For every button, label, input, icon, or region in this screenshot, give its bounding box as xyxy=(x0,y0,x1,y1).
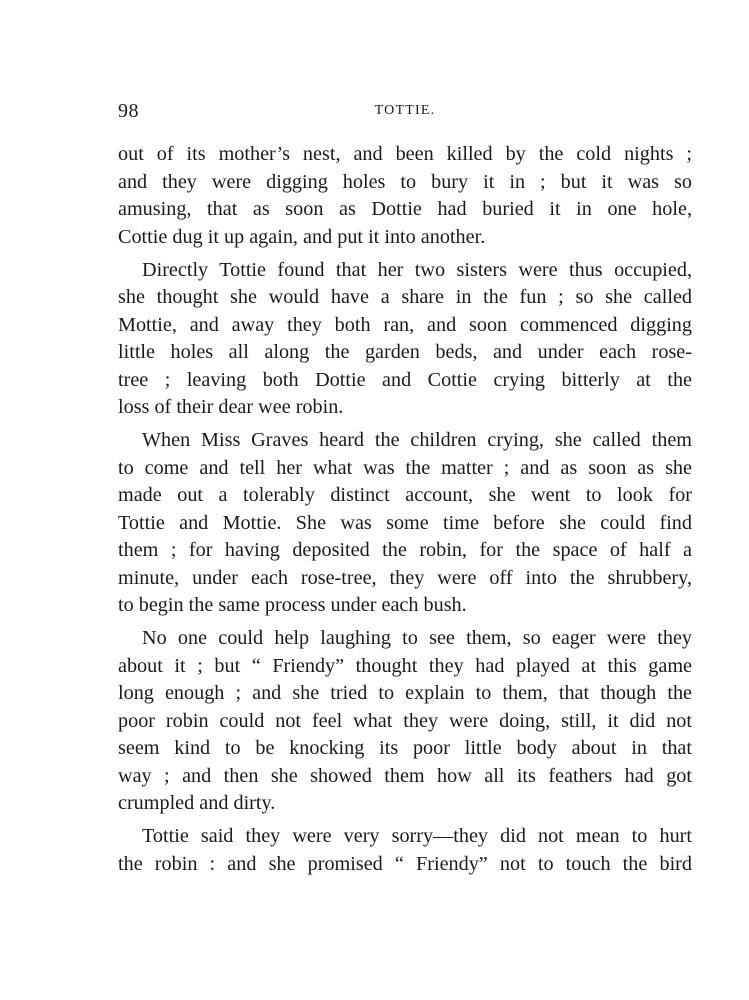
text-line: them ; for having deposited the robin, for the space of half a xyxy=(118,539,692,561)
text-line: loss of their dear wee robin. xyxy=(118,396,344,418)
text-line: made out a tolerably distinct account, she went to look for xyxy=(118,484,692,506)
text-line: little holes all along the garden beds, and under each rose- xyxy=(118,341,692,363)
running-head: TOTTIE. xyxy=(374,103,436,118)
text-line: minute, under each rose-tree, they were off into the shrubbery, xyxy=(118,566,692,589)
text-line: Tottie said they were very sorry—they did not mean to hurt xyxy=(142,825,692,847)
text-line: crumpled and dirty. xyxy=(118,792,276,814)
text-line: When Miss Graves heard the children crying, she called them xyxy=(142,429,692,451)
text-line: Directly Tottie found that her two sisters were thus occupied, xyxy=(142,258,692,281)
text-line: No one could help laughing to see them, so eager were they xyxy=(142,627,692,649)
text-line: tree ; leaving both Dottie and Cottie crying bitterly at the xyxy=(118,368,692,391)
paragraph xyxy=(118,257,692,422)
paragraph xyxy=(118,625,692,818)
text-line: the robin : and she promised “ Friendy” not to touch the bird xyxy=(118,852,692,875)
paragraph xyxy=(118,427,692,620)
text-line: about it ; but “ Friendy” thought they had played at this game xyxy=(118,654,692,677)
paragraph xyxy=(118,823,692,878)
text-line: out of its mother’s nest, and been killed by the cold nights ; xyxy=(118,143,692,165)
text-line: seem kind to be knocking its poor little body about in that xyxy=(118,737,692,759)
page-header xyxy=(118,100,692,126)
text-line: way ; and then she showed them how all its feathers had got xyxy=(118,764,692,787)
text-line: Cottie dug it up again, and put it into another. xyxy=(118,225,486,248)
body-text xyxy=(118,141,692,878)
text-line: poor robin could not feel what they were doing, still, it did not xyxy=(118,709,692,732)
paragraph xyxy=(118,141,692,251)
text-line: Tottie and Mottie. She was some time before she could find xyxy=(118,511,692,534)
text-line: amusing, that as soon as Dottie had buried it in one hole, xyxy=(118,198,692,220)
text-line: and they were digging holes to bury it in ; but it was so xyxy=(118,170,692,193)
page-number: 98 xyxy=(118,100,139,122)
text-line: Mottie, and away they both ran, and soon commenced digging xyxy=(118,313,692,336)
text-line: long enough ; and she tried to explain to them, that though the xyxy=(118,682,692,704)
text-line: to begin the same process under each bush. xyxy=(118,594,467,616)
text-line: she thought she would have a share in the fun ; so she called xyxy=(118,286,692,308)
text-line: to come and tell her what was the matter ; and as soon as she xyxy=(118,456,692,479)
